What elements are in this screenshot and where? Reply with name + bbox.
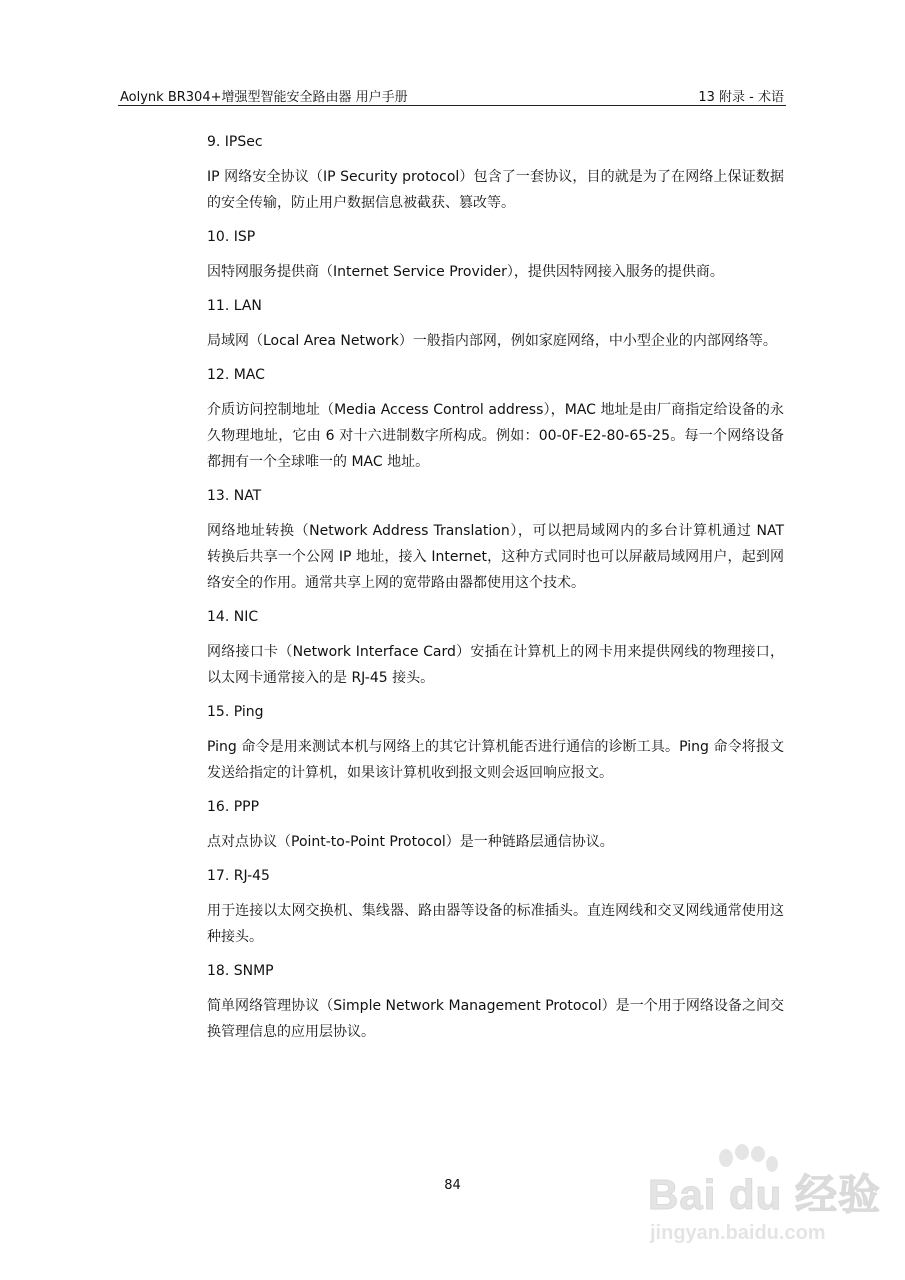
glossary-entry-nat	[207, 486, 784, 596]
term-definition: 因特网服务提供商（Internet Service Provider），提供因特网接入服务的提供商。	[207, 264, 724, 280]
term-definition: 介质访问控制地址（Media Access Control address），MAC 地址是由厂商指定给设备的永久物理地址，它由 6 对十六进制数字所构成。例如：00-0F-E2-80-65-25。每一个网络设备都拥有一个全球唯一的 MAC 地址。	[207, 402, 784, 470]
header-section: 13 附录 - 术语	[698, 90, 784, 105]
term-definition: Ping 命令是用来测试本机与网络上的其它计算机能否进行通信的诊断工具。Ping 命令将报文发送给指定的计算机，如果该计算机收到报文则会返回响应报文。	[207, 739, 784, 781]
term-heading: 9. IPSec	[207, 134, 263, 150]
term-definition: 简单网络管理协议（Simple Network Management Protocol）是一个用于网络设备之间交换管理信息的应用层协议。	[207, 998, 784, 1040]
glossary-entry-isp	[207, 227, 784, 285]
term-heading: 10. ISP	[207, 229, 256, 245]
term-heading: 15. Ping	[207, 704, 264, 720]
term-definition: IP 网络安全协议（IP Security protocol）包含了一套协议，目的就是为了在网络上保证数据的安全传输，防止用户数据信息被截获、篡改等。	[207, 169, 784, 211]
term-heading: 11. LAN	[207, 298, 262, 314]
glossary-entry-ipsec	[207, 132, 784, 216]
term-definition: 局域网（Local Area Network）一般指内部网，例如家庭网络，中小型企业的内部网络等。	[207, 333, 777, 349]
glossary-entry-mac	[207, 365, 784, 475]
page-number: 84	[444, 1178, 461, 1193]
header-title: Aolynk BR304+增强型智能安全路由器 用户手册	[120, 90, 408, 105]
glossary-entry-snmp	[207, 961, 784, 1045]
term-heading: 18. SNMP	[207, 963, 274, 979]
term-definition: 网络地址转换（Network Address Translation），可以把局域网内的多台计算机通过 NAT 转换后共享一个公网 IP 地址，接入 Internet，这种方式同时也可以屏蔽局域网用户，起到网络安全的作用。通常共享上网的宽带路由器都使用这个技术。	[207, 523, 784, 591]
glossary-entry-nic	[207, 607, 784, 691]
watermark-url: jingyan.baidu.com	[650, 1222, 826, 1244]
header-divider	[118, 105, 786, 106]
term-heading: 12. MAC	[207, 367, 265, 383]
glossary-entry-ping	[207, 702, 784, 786]
term-heading: 16. PPP	[207, 799, 260, 815]
term-heading: 13. NAT	[207, 488, 262, 504]
term-definition: 点对点协议（Point-to-Point Protocol）是一种链路层通信协议。	[207, 834, 614, 850]
term-definition: 网络接口卡（Network Interface Card）安插在计算机上的网卡用来提供网线的物理接口，以太网卡通常接入的是 RJ-45 接头。	[207, 644, 784, 686]
glossary-entry-ppp	[207, 797, 784, 855]
term-heading: 14. NIC	[207, 609, 259, 625]
term-definition: 用于连接以太网交换机、集线器、路由器等设备的标准插头。直连网线和交叉网线通常使用这种接头。	[207, 903, 784, 945]
glossary-entry-rj45	[207, 866, 784, 950]
term-heading: 17. RJ-45	[207, 868, 270, 884]
glossary-content	[207, 132, 784, 1056]
glossary-entry-lan	[207, 296, 784, 354]
baidu-jingyan-watermark	[640, 1140, 890, 1265]
running-header	[120, 86, 784, 105]
watermark-logo-text: Bai du 经验	[648, 1171, 882, 1218]
